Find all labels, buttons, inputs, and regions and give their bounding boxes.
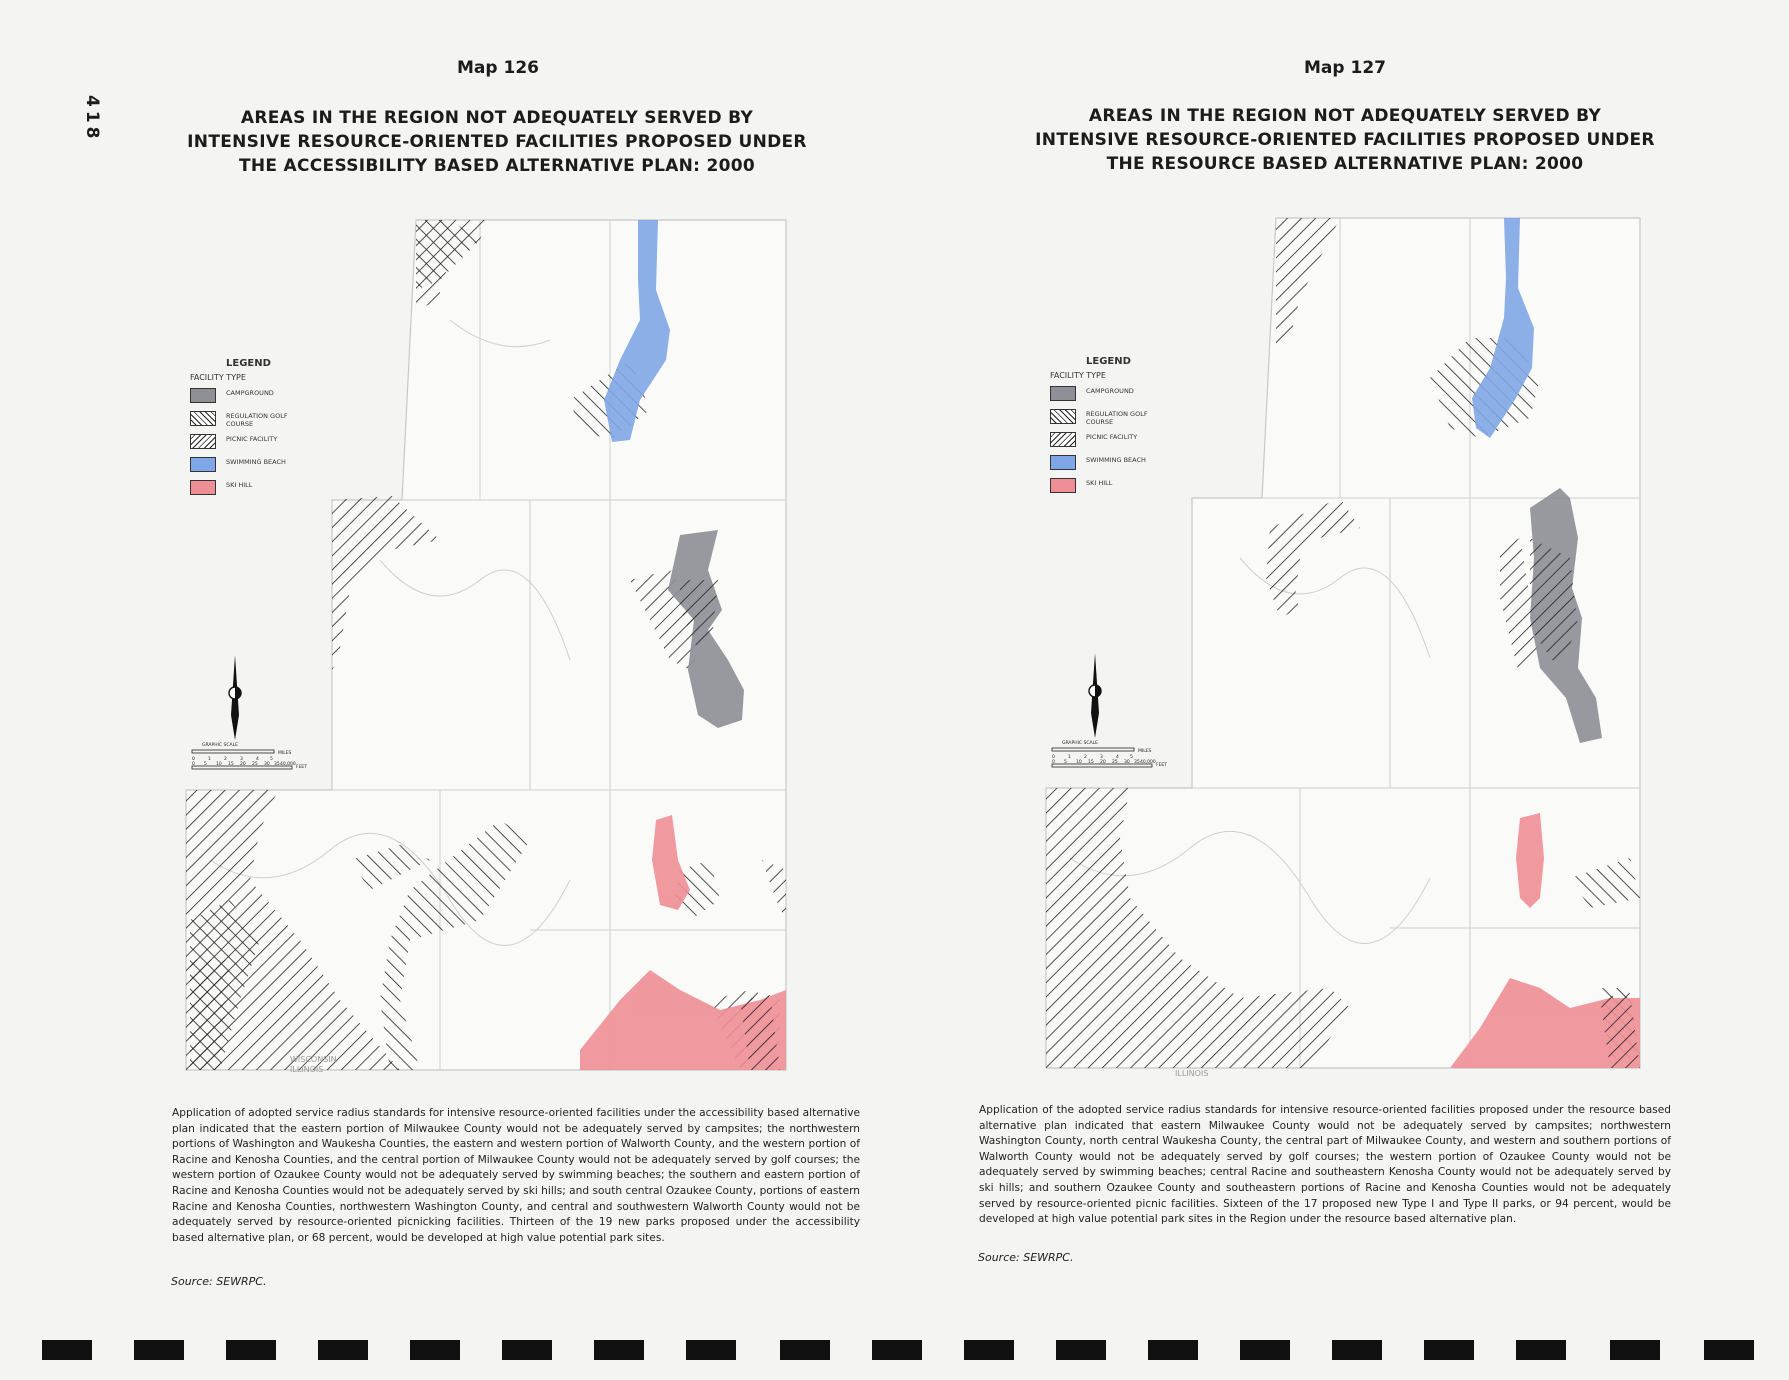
registration-mark <box>1610 1340 1660 1360</box>
campground-swatch <box>190 388 216 403</box>
scale-mile-tick: 4 <box>256 757 259 762</box>
scale-feet-tick: 40,000 <box>1140 760 1156 765</box>
legend-item-campground <box>190 388 301 411</box>
beach-swatch <box>190 457 216 472</box>
scale-feet-tick: 5 <box>1064 760 1067 765</box>
scale-mile-tick: 3 <box>1100 755 1103 760</box>
scale-title: GRAPHIC SCALE <box>1062 741 1098 746</box>
scale-feet-tick: 20 <box>240 762 246 767</box>
scale-mile-tick: 3 <box>240 757 243 762</box>
scale-feet-tick: 0 <box>192 762 195 767</box>
beach-swatch <box>1050 455 1076 470</box>
map-126-label: Map 126 <box>457 58 539 78</box>
registration-mark <box>318 1340 368 1360</box>
legend-item-label: PICNIC FACILITY <box>226 435 278 443</box>
scale-feet-tick: 25 <box>1112 760 1118 765</box>
page-number: 418 <box>82 95 102 143</box>
registration-mark <box>42 1340 92 1360</box>
ski-swatch <box>1050 478 1076 493</box>
legend-title: LEGEND <box>226 358 271 369</box>
map-127-source: Source: SEWRPC. <box>978 1251 1074 1264</box>
legend-item-label: REGULATION GOLF COURSE <box>1086 410 1148 426</box>
legend-item-campground <box>1050 386 1161 409</box>
scale-feet-tick: 40,000 <box>280 762 296 767</box>
map-127-heading: AREAS IN THE REGION NOT ADEQUATELY SERVED BY INTENSIVE RESOURCE-ORIENTED FACILITIES PROPOSED UNDER THE RESOURCE BASED ALTERNATIVE PLAN: 2000 <box>1035 106 1655 174</box>
scale-feet-tick: 35 <box>274 762 280 767</box>
registration-mark <box>1056 1340 1106 1360</box>
scale-feet-tick: 35 <box>1134 760 1140 765</box>
registration-mark <box>1240 1340 1290 1360</box>
scale-feet-tick: 20 <box>1100 760 1106 765</box>
registration-mark <box>1332 1340 1382 1360</box>
campground-swatch <box>1050 386 1076 401</box>
golf-swatch <box>190 411 216 426</box>
legend-item-beach <box>190 457 301 480</box>
scale-feet-tick: 30 <box>1124 760 1130 765</box>
legend-map-126 <box>190 358 301 503</box>
legend-item-label: PICNIC FACILITY <box>1086 433 1138 441</box>
legend-item-label: SWIMMING BEACH <box>1086 456 1146 464</box>
registration-mark <box>686 1340 736 1360</box>
map-126-heading: AREAS IN THE REGION NOT ADEQUATELY SERVED BY INTENSIVE RESOURCE-ORIENTED FACILITIES PROPOSED UNDER THE ACCESSIBILITY BASED ALTERNATIVE PLAN: 2000 <box>187 108 807 176</box>
registration-mark <box>410 1340 460 1360</box>
north-arrow <box>1089 653 1101 738</box>
scale-feet-label: FEET <box>1156 763 1168 768</box>
registration-strip <box>0 1340 1789 1360</box>
map-127-label-illinois: ILLINOIS <box>1175 1069 1209 1078</box>
registration-mark <box>872 1340 922 1360</box>
ski-swatch <box>190 480 216 495</box>
scale-mile-tick: 5 <box>1130 755 1133 760</box>
legend-item-picnic <box>1050 432 1161 455</box>
map-126-label-wisconsin: WISCONSIN <box>290 1055 337 1064</box>
legend-subtitle: FACILITY TYPE <box>1050 371 1106 380</box>
legend-item-ski <box>190 480 301 503</box>
scale-feet-tick: 10 <box>1076 760 1082 765</box>
registration-mark <box>1424 1340 1474 1360</box>
registration-mark <box>1704 1340 1754 1360</box>
registration-mark <box>780 1340 830 1360</box>
map-126-caption: Application of adopted service radius standards for intensive resource-oriented facilities under the accessibility based alternative plan indicated that the eastern portion of Milwaukee County would not be adequately served by campsites; the northwestern portions of Washington and Waukesha Counties, the eastern and western portion of Walworth County, and the western portion of Racine and Kenosha Counties, and the central portion of Milwaukee County would not be adequately served by golf courses; the western portion of Ozaukee County would not be adequately served by swimming beaches; the southern and eastern portion of Racine and Kenosha Counties would not be adequately served by ski hills; and south central Ozaukee County, portions of eastern Racine and Kenosha Counties, northwestern Washington County, and central and southwestern Walworth County would not be adequately served by resource-oriented picnicking facilities. Thirteen of the 19 new parks proposed under the accessibility based alternative plan, or 68 percent, would be developed at high value potential park sites. <box>172 1107 860 1244</box>
scale-mile-tick: 0 <box>192 757 195 762</box>
scale-mile-tick: 2 <box>224 757 227 762</box>
registration-mark <box>1148 1340 1198 1360</box>
legend-item-golf <box>1050 409 1161 432</box>
legend-item-label: SKI HILL <box>1086 479 1113 487</box>
legend-item-label: CAMPGROUND <box>1086 387 1134 395</box>
legend-item-golf <box>190 411 301 434</box>
map-126-source: Source: SEWRPC. <box>171 1275 267 1288</box>
golf-swatch <box>1050 409 1076 424</box>
legend-map-127 <box>1050 356 1161 501</box>
legend-item-label: SWIMMING BEACH <box>226 458 286 466</box>
scale-mile-tick: 5 <box>270 757 273 762</box>
scale-mile-tick: 1 <box>208 757 211 762</box>
legend-subtitle: FACILITY TYPE <box>190 373 246 382</box>
scale-feet-tick: 15 <box>228 762 234 767</box>
map-126 <box>150 200 790 1100</box>
scale-feet-tick: 25 <box>252 762 258 767</box>
scale-feet-tick: 15 <box>1088 760 1094 765</box>
legend-item-ski <box>1050 478 1161 501</box>
picnic-swatch <box>190 434 216 449</box>
scale-feet-label: FEET <box>296 765 308 770</box>
legend-item-label: CAMPGROUND <box>226 389 274 397</box>
registration-mark <box>594 1340 644 1360</box>
legend-item-label: SKI HILL <box>226 481 253 489</box>
legend-item-label: REGULATION GOLF COURSE <box>226 412 288 428</box>
scale-miles-label: MILES <box>1138 749 1152 754</box>
map-127-caption: Application of the adopted service radius standards for intensive resource-oriented facilities proposed under the resource based alternative plan indicated that eastern Milwaukee County would not be adequately served by campsites; northwestern Washington County, north central Waukesha County, the central part of Milwaukee County, and western and southern portions of Walworth County would not be adequately served by golf courses; the western portion of Ozaukee County would not be adequately served by swimming beaches; central Racine and southeastern Kenosha County would not be adequately served by ski hills; and southern Ozaukee County and southeastern portions of Racine and Kenosha Counties would not be adequately served by resource-oriented picnic facilities. Sixteen of the 17 proposed new Type I and Type II parks, or 94 percent, would be developed at high value potential park sites in the Region under the resource based alternative plan. <box>979 1104 1671 1226</box>
scale-miles-label: MILES <box>278 751 292 756</box>
north-arrow <box>229 655 241 740</box>
registration-mark <box>134 1340 184 1360</box>
scale-feet-tick: 5 <box>204 762 207 767</box>
map-127 <box>1010 198 1650 1098</box>
registration-mark <box>964 1340 1014 1360</box>
map-127-label: Map 127 <box>1304 58 1386 78</box>
legend-item-picnic <box>190 434 301 457</box>
legend-item-beach <box>1050 455 1161 478</box>
graphic-scale <box>192 742 307 770</box>
registration-mark <box>502 1340 552 1360</box>
registration-mark <box>226 1340 276 1360</box>
picnic-swatch <box>1050 432 1076 447</box>
scale-mile-tick: 2 <box>1084 755 1087 760</box>
graphic-scale <box>1052 740 1167 768</box>
scale-feet-tick: 10 <box>216 762 222 767</box>
scale-mile-tick: 0 <box>1052 755 1055 760</box>
scale-feet-tick: 0 <box>1052 760 1055 765</box>
scale-title: GRAPHIC SCALE <box>202 743 238 748</box>
registration-mark <box>1516 1340 1566 1360</box>
scale-mile-tick: 4 <box>1116 755 1119 760</box>
scale-mile-tick: 1 <box>1068 755 1071 760</box>
scale-feet-tick: 30 <box>264 762 270 767</box>
map-126-label-illinois: ILLINOIS <box>290 1065 324 1074</box>
legend-title: LEGEND <box>1086 356 1131 367</box>
